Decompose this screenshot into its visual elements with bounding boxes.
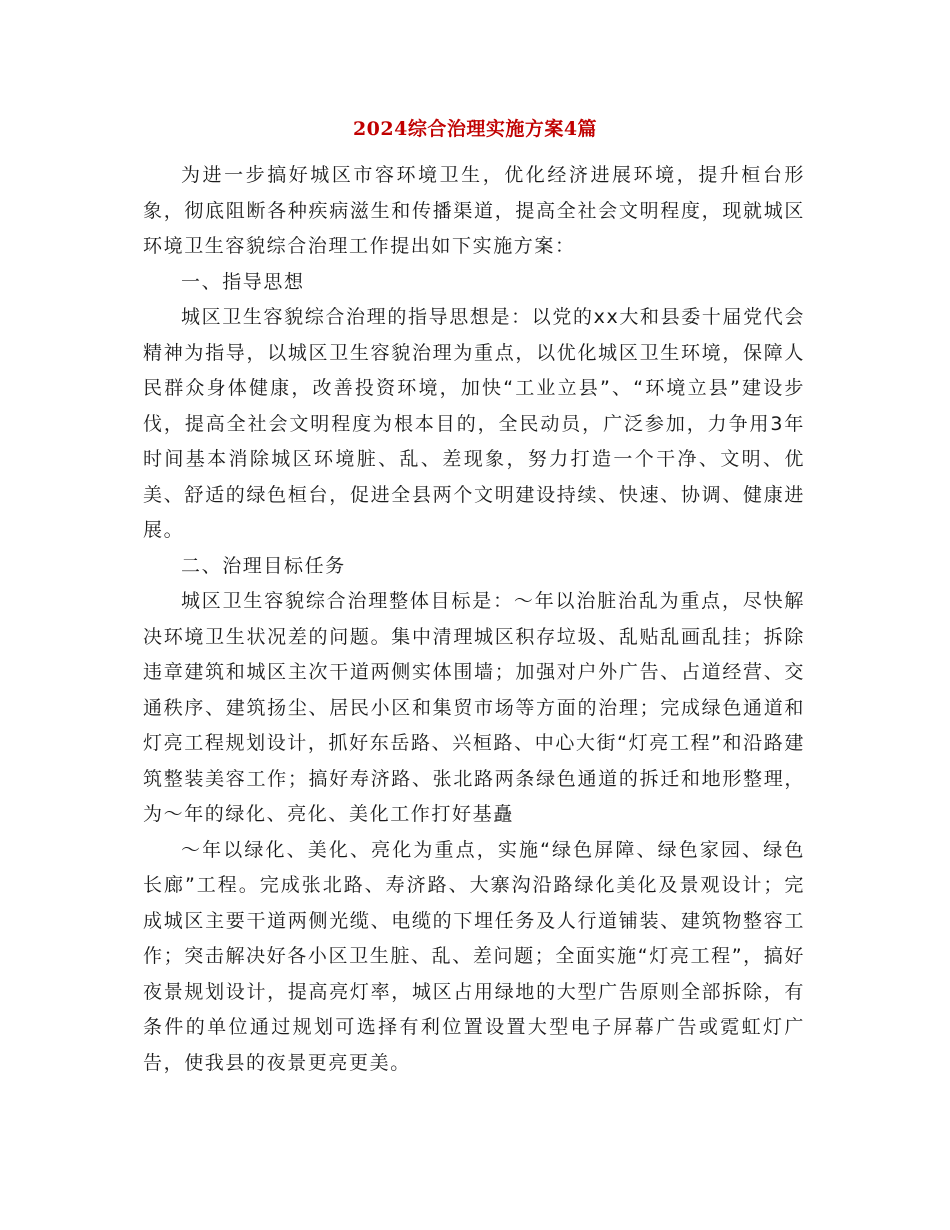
paragraph-intro: 为进一步搞好城区市容环境卫生，优化经济进展环境，提升桓台形象，彻底阻断各种疾病滋生和传播渠道，提高全社会文明程度，现就城区环境卫生容貌综合治理工作提出如下实施方案： <box>143 164 805 257</box>
section-heading-goals-tasks: 二、治理目标任务 <box>181 554 346 577</box>
document-title: 2024综合治理实施方案4篇 <box>352 118 598 140</box>
section-heading-guiding-ideology: 一、指导思想 <box>181 270 305 293</box>
paragraph-guiding-ideology: 城区卫生容貌综合治理的指导思想是：以党的xx大和县委十届党代会精神为指导，以城区卫生容貌治理为重点，以优化城区卫生环境，保障人民群众身体健康，改善投资环境，加快“工业立县”、“环境立县”建设步伐，提高全社会文明程度为根本目的，全民动员，广泛参加，力争用3年时间基本消除城区环境脏、乱、差现象，努力打造一个干净、文明、优美、舒适的绿色桓台，促进全县两个文明建设持续、快速、协调、健康进展。 <box>143 306 805 541</box>
document-body <box>143 158 805 1081</box>
paragraph-goals-phase-one: 城区卫生容貌综合治理整体目标是：～年以治脏治乱为重点，尽快解决环境卫生状况差的问题。集中清理城区积存垃圾、乱贴乱画乱挂；拆除违章建筑和城区主次干道两侧实体围墙；加强对户外广告、占道经营、交通秩序、建筑扬尘、居民小区和集贸市场等方面的治理；完成绿色通道和灯亮工程规划设计，抓好东岳路、兴桓路、中心大街“灯亮工程”和沿路建筑整装美容工作；搞好寿济路、张北路两条绿色通道的拆迁和地形整理，为～年的绿化、亮化、美化工作打好基矗 <box>143 590 805 825</box>
paragraph-goals-phase-two: ～年以绿化、美化、亮化为重点，实施“绿色屏障、绿色家园、绿色长廊”工程。完成张北路、寿济路、大寨沟沿路绿化美化及景观设计；完成城区主要干道两侧光缆、电缆的下埋任务及人行道铺装、建筑物整容工作；突击解决好各小区卫生脏、乱、差问题；全面实施“灯亮工程”，搞好夜景规划设计，提高亮灯率，城区占用绿地的大型广告原则全部拆除，有条件的单位通过规划可选择有利位置设置大型电子屏幕广告或霓虹灯广告，使我县的夜景更亮更美。 <box>143 838 805 1074</box>
